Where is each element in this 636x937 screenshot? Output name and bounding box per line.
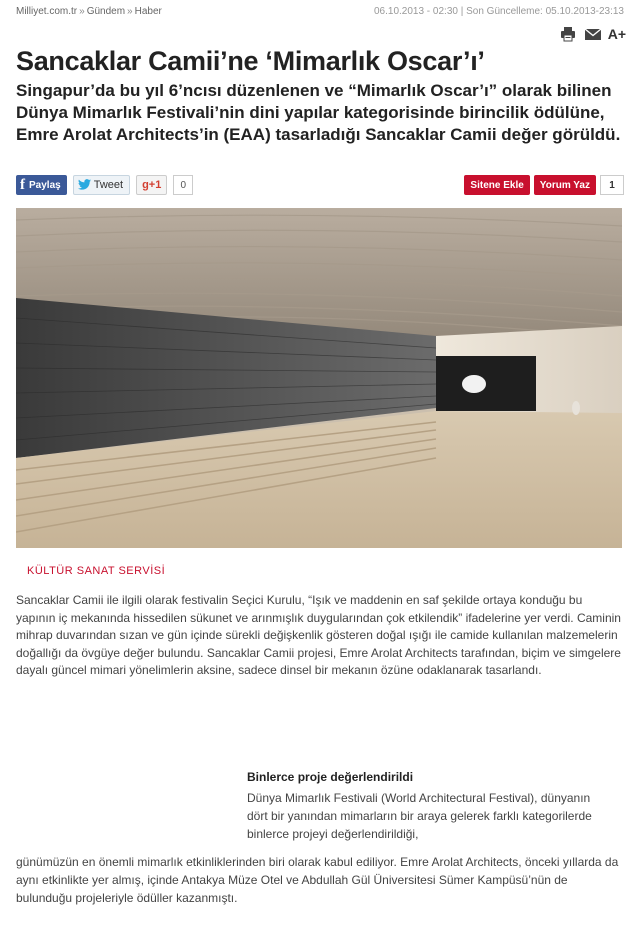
- google-plus-count: 0: [173, 175, 193, 195]
- article-paragraph: günümüzün en önemli mimarlık etkinliklerinden biri olarak kabul ediliyor. Emre Arolat Architects, önceki yıllarda da aynı etkinlikte yer almış, içinde Antakya Müze Otel ve Abdullah Gül Üniversitesi Sümer Kampüsü’nün de bulunduğu projeleriyle ödüller kazanmıştı.: [16, 855, 619, 906]
- font-size-button[interactable]: A+: [607, 26, 626, 42]
- article-photo: [16, 208, 622, 548]
- article-headline: Sancaklar Camii’ne ‘Mimarlık Oscar’ı’: [16, 46, 485, 76]
- breadcrumb-separator: »: [127, 6, 133, 17]
- article-tools: [560, 25, 626, 43]
- mail-icon[interactable]: [584, 26, 600, 42]
- tweet-label: Tweet: [93, 179, 124, 191]
- share-bar-right: [464, 175, 624, 195]
- add-to-site-button[interactable]: Sitene Ekle: [464, 175, 529, 195]
- tweet-button[interactable]: [73, 175, 130, 195]
- article-spot: Singapur’da bu yıl 6’ncısı düzenlenen ve “Mimarlık Oscar’ı” olarak bilinen Dünya Mimarlık Festivali’nin dini yapılar kategorisinde birincilik ödülüne, Emre Arolat Architects’in (EAA) tasarladığı Sancaklar Camii değer görüldü.: [16, 81, 621, 144]
- breadcrumb: [16, 6, 162, 17]
- breadcrumb-page: Haber: [134, 6, 162, 17]
- article-paragraph: Dünya Mimarlık Festivali (World Architectural Festival), dünyanın dört bir yanından mimarların bir araya gelerek farklı kategorilerde binlerce projeyi değerlendirildiği,: [247, 791, 592, 842]
- facebook-share-label: Paylaş: [29, 179, 61, 191]
- share-bar: [16, 175, 193, 195]
- breadcrumb-section[interactable]: Gündem: [86, 6, 126, 17]
- article-paragraph: Sancaklar Camii ile ilgili olarak festivalin Seçici Kurulu, “Işık ve maddenin en saf şekilde ortaya konduğu bu yapının iç mekanında hissedilen sükunet ve arınmışlık duygularından çok etkilendik” ifadelerine yer verdi. Caminin mihrap duvarından sızan ve gün içinde sürekli değişkenlik gösteren doğal ışığı ile camide kullanılan malzemelerin doğallığı da övgüye değer bulundu. Sancaklar Camii projesi, Emre Arolat Architects tarafından, biçim ve simgelere dayalı güncel mimari yönelimlerin aksine, sadece dinsel bir mekanın özüne odaklanarak tasarlandı.: [16, 593, 621, 677]
- google-plus-button[interactable]: g+1: [136, 175, 167, 195]
- print-icon[interactable]: [560, 26, 576, 42]
- twitter-icon: [78, 178, 91, 193]
- breadcrumb-separator: »: [79, 6, 85, 17]
- facebook-icon: f: [20, 176, 25, 193]
- publish-dates: 06.10.2013 - 02:30 | Son Güncelleme: 05.10.2013-23:13: [373, 6, 624, 17]
- write-comment-button[interactable]: Yorum Yaz: [534, 175, 596, 195]
- news-service-label: KÜLTÜR SANAT SERVİSİ: [27, 565, 166, 577]
- breadcrumb-site[interactable]: Milliyet.com.tr: [16, 6, 78, 17]
- facebook-share-button[interactable]: [16, 175, 67, 195]
- top-bar: [16, 6, 624, 20]
- article-subheading: Binlerce proje değerlendirildi: [247, 770, 414, 784]
- comment-count[interactable]: 1: [600, 175, 624, 195]
